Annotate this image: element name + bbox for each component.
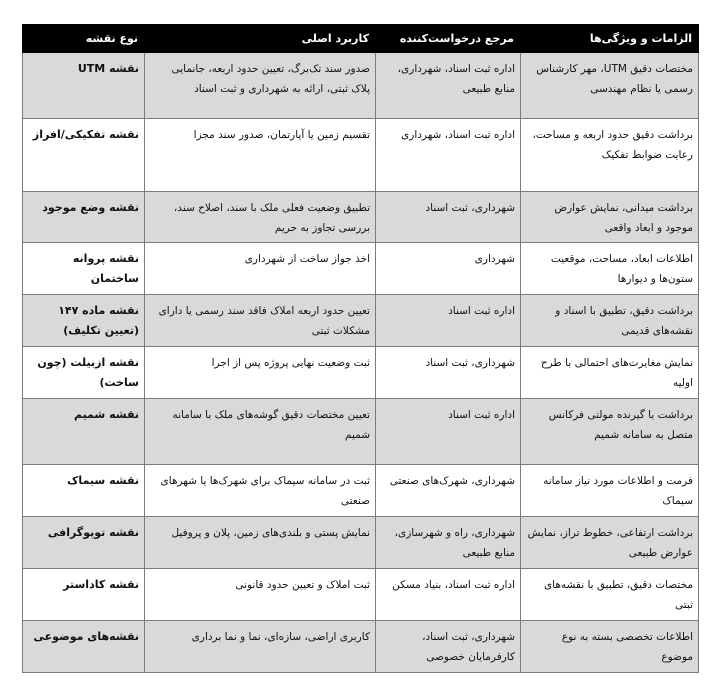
cell-usage: تعیین حدود اربعه املاک فاقد سند رسمی یا دارای مشکلات ثبتی bbox=[145, 295, 376, 347]
cell-requirements: اطلاعات تخصصی بسته به نوع موضوع bbox=[521, 621, 699, 673]
table-row bbox=[23, 465, 699, 517]
cell-authority: شهرداری، راه و شهرسازی، منابع طبیعی bbox=[376, 517, 521, 569]
cell-type: نقشه ماده ۱۴۷ (تعیین تکلیف) bbox=[23, 295, 145, 347]
table-row bbox=[23, 53, 699, 119]
cell-type: نقشه پروانه ساختمان bbox=[23, 243, 145, 295]
cell-type: نقشه ازبیلت (چون ساخت) bbox=[23, 347, 145, 399]
cell-authority: شهرداری، شهرک‌های صنعتی bbox=[376, 465, 521, 517]
cell-requirements: اطلاعات ابعاد، مساحت، موقعیت ستون‌ها و دیوارها bbox=[521, 243, 699, 295]
cell-requirements: برداشت دقیق حدود اربعه و مساحت، رعایت ضوابط تفکیک bbox=[521, 119, 699, 192]
cell-type: نقشه توپوگرافی bbox=[23, 517, 145, 569]
cell-type: نقشه کاداستر bbox=[23, 569, 145, 621]
table-row bbox=[23, 347, 699, 399]
table-row bbox=[23, 243, 699, 295]
cell-usage: کاربری اراضی، سازه‌ای، نما و نما برداری bbox=[145, 621, 376, 673]
cell-authority: اداره ثبت اسناد bbox=[376, 399, 521, 465]
cell-requirements: برداشت دقیق، تطبیق با اسناد و نقشه‌های قدیمی bbox=[521, 295, 699, 347]
cell-requirements: برداشت ارتفاعی، خطوط تراز، نمایش عوارض طبیعی bbox=[521, 517, 699, 569]
cell-requirements: مختصات دقیق، تطبیق با نقشه‌های ثبتی bbox=[521, 569, 699, 621]
cell-requirements: برداشت با گیرنده مولتی فرکانس متصل به سامانه شمیم bbox=[521, 399, 699, 465]
header-usage: کاربرد اصلی bbox=[145, 25, 376, 53]
table-row bbox=[23, 295, 699, 347]
cell-usage: نمایش پستی و بلندی‌های زمین، پلان و پروفیل bbox=[145, 517, 376, 569]
cell-requirements: برداشت میدانی، نمایش عوارض موجود و ابعاد واقعی bbox=[521, 192, 699, 243]
cell-authority: اداره ثبت اسناد، شهرداری bbox=[376, 119, 521, 192]
header-type: نوع نقشه bbox=[23, 25, 145, 53]
cell-type: نقشه وضع موجود bbox=[23, 192, 145, 243]
cell-usage: ثبت در سامانه سیماک برای شهرک‌ها یا شهرهای صنعتی bbox=[145, 465, 376, 517]
cell-type: نقشه سیماک bbox=[23, 465, 145, 517]
cell-usage: تطبیق وضعیت فعلی ملک با سند، اصلاح سند، بررسی تجاوز به حریم bbox=[145, 192, 376, 243]
cell-usage: ثبت وضعیت نهایی پروژه پس از اجرا bbox=[145, 347, 376, 399]
cell-usage: ثبت املاک و تعیین حدود قانونی bbox=[145, 569, 376, 621]
cell-usage: اخذ جواز ساخت از شهرداری bbox=[145, 243, 376, 295]
cell-usage: تقسیم زمین یا آپارتمان، صدور سند مجزا bbox=[145, 119, 376, 192]
document-page bbox=[22, 24, 698, 673]
table-row bbox=[23, 621, 699, 673]
table-row bbox=[23, 569, 699, 621]
cell-type: نقشه UTM bbox=[23, 53, 145, 119]
cell-usage: صدور سند تک‌برگ، تعیین حدود اربعه، جانمایی پلاک ثبتی، ارائه به شهرداری و ثبت اسناد bbox=[145, 53, 376, 119]
map-types-table bbox=[22, 24, 699, 673]
cell-authority: اداره ثبت اسناد، شهرداری، منابع طبیعی bbox=[376, 53, 521, 119]
cell-authority: اداره ثبت اسناد bbox=[376, 295, 521, 347]
cell-authority: شهرداری، ثبت اسناد، کارفرمایان خصوصی bbox=[376, 621, 521, 673]
cell-authority: شهرداری bbox=[376, 243, 521, 295]
cell-authority: اداره ثبت اسناد، بنیاد مسکن bbox=[376, 569, 521, 621]
table-row bbox=[23, 399, 699, 465]
table-row bbox=[23, 119, 699, 192]
cell-usage: تعیین مختصات دقیق گوشه‌های ملک با سامانه شمیم bbox=[145, 399, 376, 465]
table-row bbox=[23, 192, 699, 243]
cell-type: نقشه‌های موضوعی bbox=[23, 621, 145, 673]
cell-requirements: فرمت و اطلاعات مورد نیاز سامانه سیماک bbox=[521, 465, 699, 517]
table-header-row bbox=[23, 25, 699, 53]
header-authority: مرجع درخواست‌کننده bbox=[376, 25, 521, 53]
table-row bbox=[23, 517, 699, 569]
cell-type: نقشه تفکیکی/افراز bbox=[23, 119, 145, 192]
header-requirements: الزامات و ویژگی‌ها bbox=[521, 25, 699, 53]
cell-requirements: نمایش مغایرت‌های احتمالی با طرح اولیه bbox=[521, 347, 699, 399]
cell-authority: شهرداری، ثبت اسناد bbox=[376, 347, 521, 399]
cell-requirements: مختصات دقیق UTM، مهر کارشناس رسمی یا نظام مهندسی bbox=[521, 53, 699, 119]
cell-type: نقشه شمیم bbox=[23, 399, 145, 465]
cell-authority: شهرداری، ثبت اسناد bbox=[376, 192, 521, 243]
